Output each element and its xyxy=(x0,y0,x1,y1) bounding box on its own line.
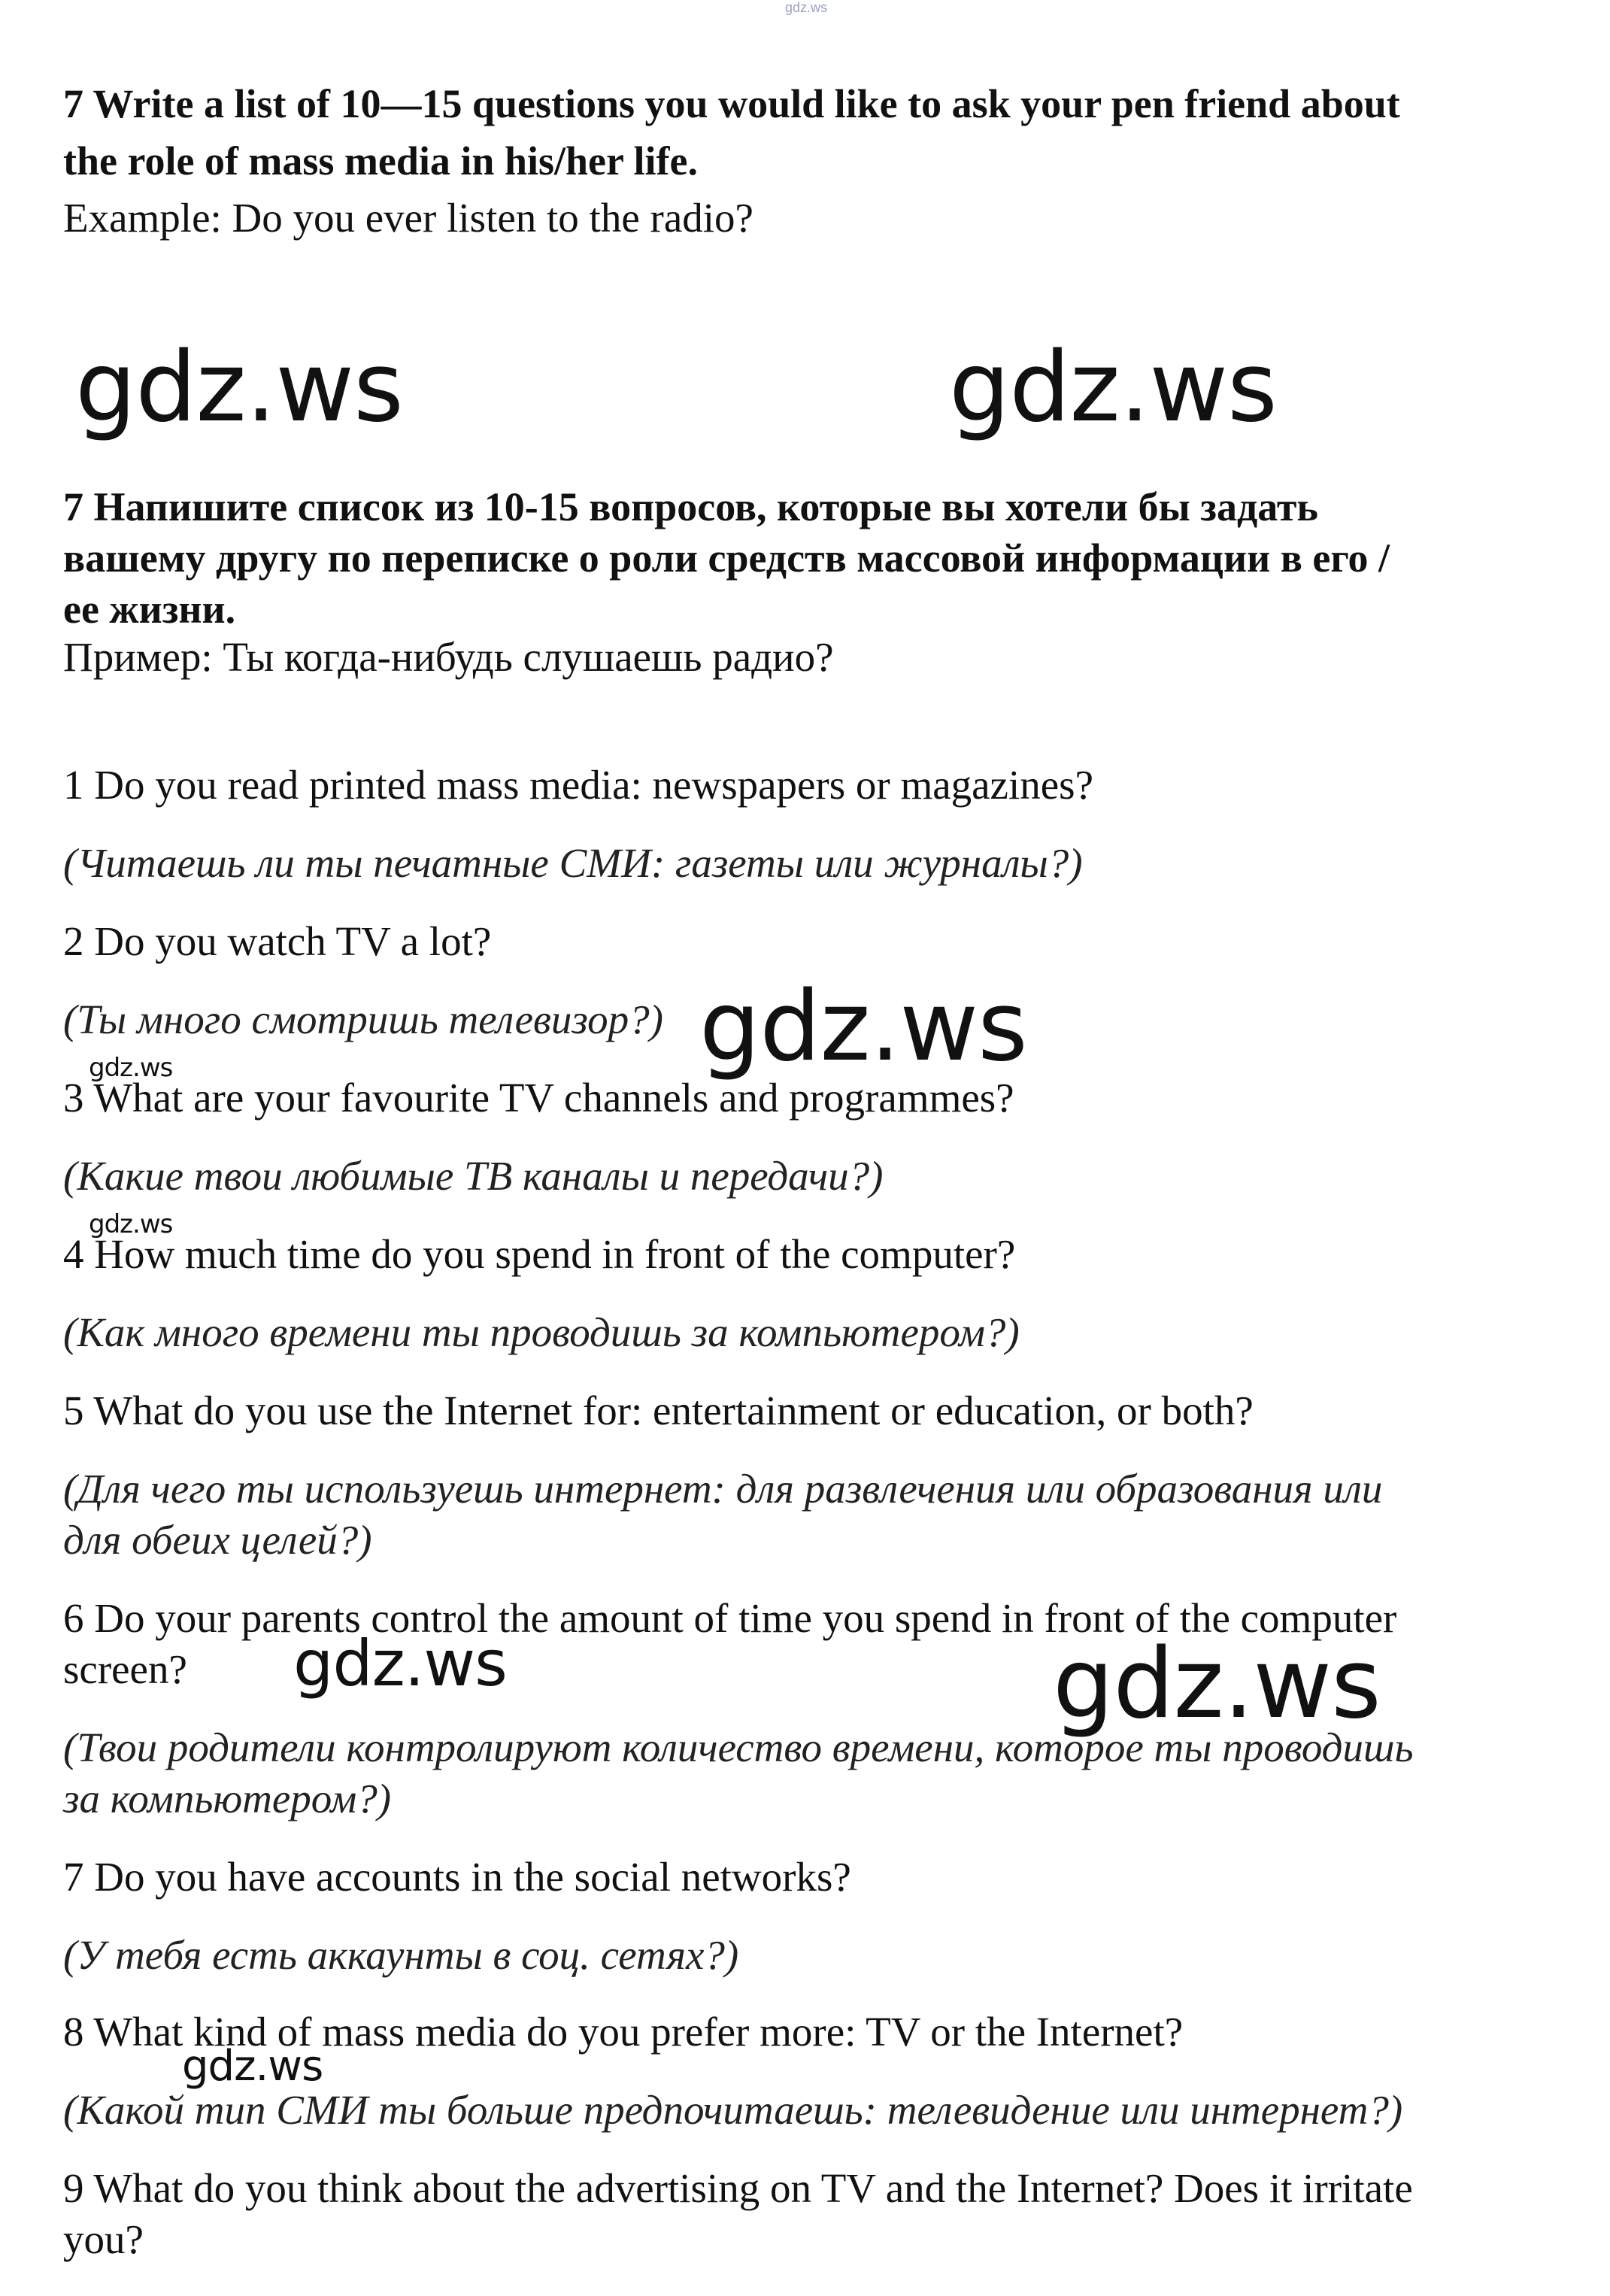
task-example-ru: Пример: Ты когда-нибудь слушаешь радио? xyxy=(63,634,834,680)
question-ru: (Какие твои любимые ТВ каналы и передачи?) xyxy=(63,1153,884,1199)
question-ru: за компьютером?) xyxy=(63,1776,392,1821)
task-heading-ru-line3: ее жизни. xyxy=(63,587,236,632)
top-watermark: gdz.ws xyxy=(785,0,828,15)
question-ru: для обеих целей?) xyxy=(63,1517,372,1563)
task-heading-en-line1: 7 Write a list of 10—15 questions you would like to ask your pen friend about xyxy=(63,81,1400,126)
question-ru: (Как много времени ты проводишь за компьютером?) xyxy=(63,1309,1020,1355)
question-en: 2 Do you watch TV a lot? xyxy=(63,918,492,964)
watermark-logo: gdz.ws xyxy=(75,332,403,444)
watermark-logo: gdz.ws xyxy=(89,1209,173,1239)
question-en: 6 Do your parents control the amount of time you spend in front of the computer xyxy=(63,1595,1397,1641)
question-en: 4 How much time do you spend in front of the computer? xyxy=(63,1231,1016,1277)
watermark-logo: gdz.ws xyxy=(182,2042,323,2091)
question-ru: (Читаешь ли ты печатные СМИ: газеты или журналы?) xyxy=(63,840,1083,886)
task-example-en: Example: Do you ever listen to the radio? xyxy=(63,195,753,241)
question-en: 1 Do you read printed mass media: newspapers or magazines? xyxy=(63,762,1093,808)
question-ru: (Твои родители контролируют количество времени, которое ты проводишь xyxy=(63,1724,1414,1770)
question-en: 7 Do you have accounts in the social networks? xyxy=(63,1854,851,1900)
question-en: you? xyxy=(63,2216,144,2262)
watermark-logo: gdz.ws xyxy=(293,1627,507,1700)
question-ru: (Ты много смотришь телевизор?) xyxy=(63,996,663,1042)
question-en: screen? xyxy=(63,1646,187,1692)
task-heading-ru-line2: вашему другу по переписке о роли средств массовой информации в его / xyxy=(63,535,1390,581)
watermark-logo: gdz.ws xyxy=(949,332,1277,444)
question-ru: (Какой тип СМИ ты больше предпочитаешь: телевидение или интернет?) xyxy=(63,2087,1403,2133)
watermark-logo: gdz.ws xyxy=(1053,1628,1381,1740)
question-en: 9 What do you think about the advertising on TV and the Internet? Does it irritate xyxy=(63,2165,1413,2211)
watermark-logo: gdz.ws xyxy=(89,1053,173,1083)
watermark-logo: gdz.ws xyxy=(699,971,1027,1083)
question-ru: (У тебя есть аккаунты в соц. сетях?) xyxy=(63,1932,739,1978)
task-heading-en-line2: the role of mass media in his/her life. xyxy=(63,138,698,183)
question-en: 5 What do you use the Internet for: entertainment or education, or both? xyxy=(63,1388,1254,1433)
task-heading-ru-line1: 7 Напишите список из 10-15 вопросов, которые вы хотели бы задать xyxy=(63,484,1318,529)
question-ru: (Для чего ты используешь интернет: для развлечения или образования или xyxy=(63,1466,1383,1512)
question-en: 3 What are your favourite TV channels and programmes? xyxy=(63,1075,1014,1121)
question-en: 8 What kind of mass media do you prefer more: TV or the Internet? xyxy=(63,2009,1184,2055)
